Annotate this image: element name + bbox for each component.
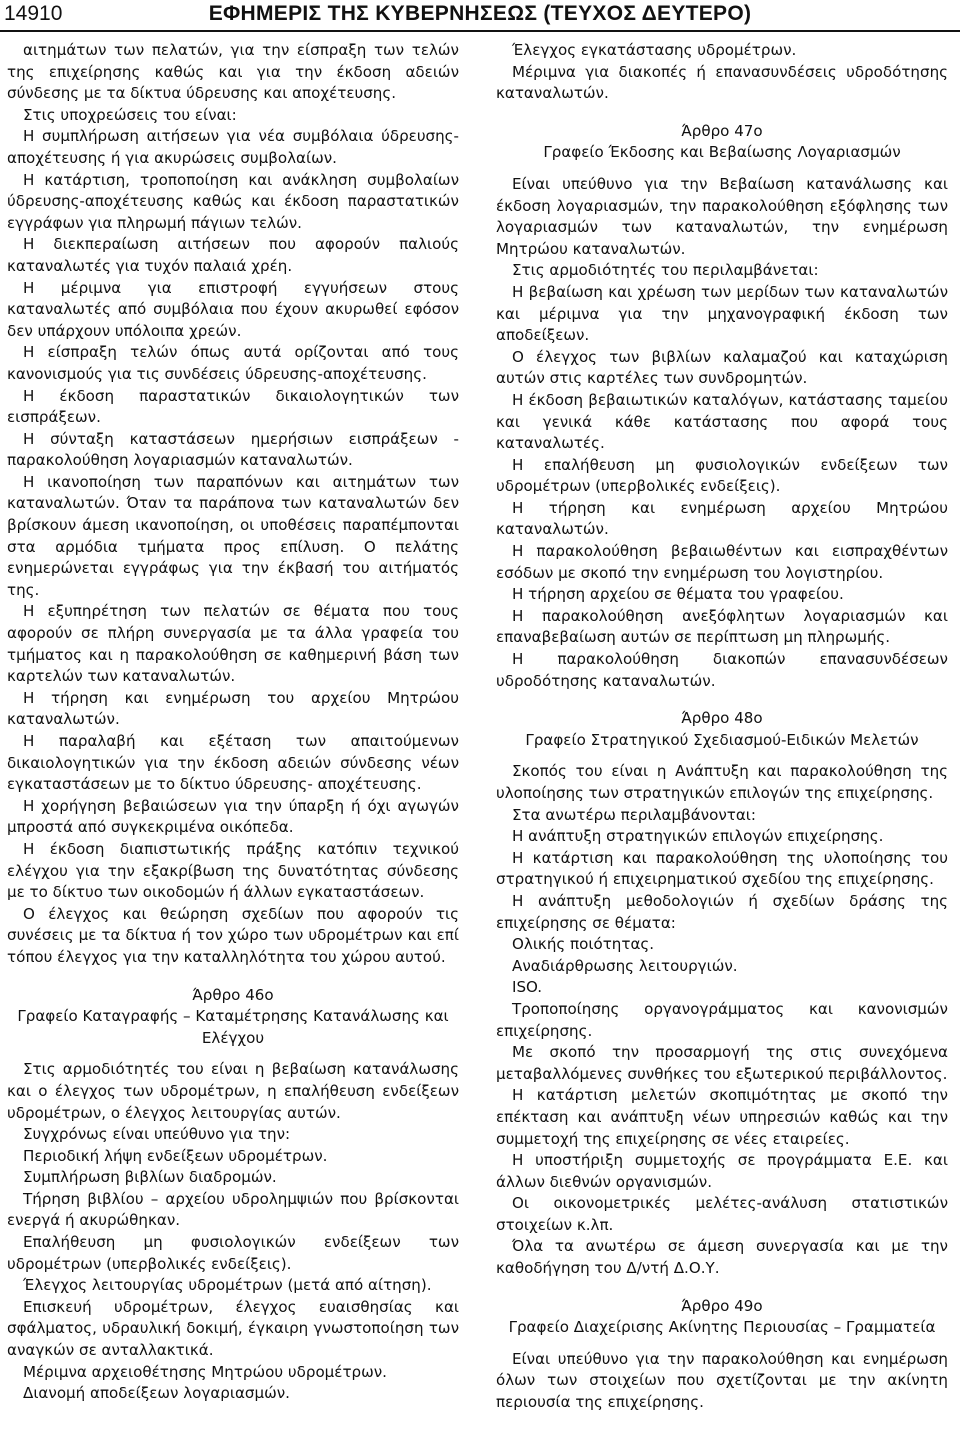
journal-title: ΕΦΗΜΕΡΙΣ ΤΗΣ ΚΥΒΕΡΝΗΣΕΩΣ (ΤΕΥΧΟΣ ΔΕΥΤΕΡΟ) <box>208 2 752 25</box>
header-rule <box>0 30 960 32</box>
paragraph: Η τήρηση αρχείου σε θέματα του γραφείου. <box>512 585 844 604</box>
article-subtitle: Γραφείο Διαχείρισης Ακίνητης Περιουσίας – Γραμματεία <box>508 1318 936 1337</box>
paragraph: Η βεβαίωση και χρέωση των μερίδων των καταναλωτών και μέριμνα για την μηχανογραφική έκδοση των αποδείξεων. <box>496 282 948 345</box>
paragraph: Η είσπραξη τελών όπως αυτά ορίζονται από τους κανονισμούς για τις συνδέσεις ύδρευσης-αποχέτευσης. <box>7 343 459 383</box>
paragraph: Όλα τα ανωτέρω σε άμεση συνεργασία και με την καθοδήγηση του Δ/ντή Δ.Ο.Υ. <box>496 1237 948 1278</box>
paragraph: Η κατάρτιση και παρακολούθηση της υλοποίησης του στρατηγικού ή επιχειρηματικού σχεδίου της επιχείρησης. <box>496 848 948 889</box>
paragraph: Συγχρόνως είναι υπεύθυνο για την: <box>23 1125 291 1144</box>
paragraph: Με σκοπό την προσαρμογή της στις συνεχόμενα μεταβαλλόμενες συνθήκες του εξωτερικού περιβάλλοντος. <box>496 1043 948 1083</box>
paragraph: Περιοδική λήψη ενδείξεων υδρομέτρων. <box>23 1146 328 1165</box>
paragraph: Η ικανοποίηση των παραπόνων και αιτημάτων των καταναλωτών. Όταν τα παράπονα των καταναλωτών δεν βρίσκουν άμεση ικανοποίηση, οι υποθέσεις παραπέμπονται στα αρμόδια τμήματα προς επίλυση. Ο πελάτης ενημερώνεται εγγράφως για την έκβασή του αιτήματός της. <box>7 472 459 599</box>
page-number: 14910 <box>4 2 63 25</box>
left-column <box>7 40 459 1405</box>
paragraph: Τήρηση βιβλίου – αρχείου υδρολημψιών που βρίσκονται ενεργά ή ακυρώθηκαν. <box>7 1189 459 1230</box>
paragraph: Σκοπός του είναι η Ανάπτυξη και παρακολούθηση της υλοποίησης των στρατηγικών επιλογών της επιχείρησης. <box>496 762 948 802</box>
paragraph: Η παραλαβή και εξέταση των απαιτούμενων δικαιολογητικών για την έκδοση αδειών σύνδεσης νέων εγκαταστάσεων με το δίκτυο ύδρευσης- αποχέτευσης. <box>7 732 459 794</box>
paragraph: Η τήρηση και ενημέρωση αρχείου Μητρώου καταναλωτών. <box>496 498 948 539</box>
paragraph: Έλεγχος εγκατάστασης υδρομέτρων. <box>512 41 797 59</box>
paragraph: Στα ανωτέρω περιλαμβάνονται: <box>512 805 756 824</box>
paragraph: Η επαλήθευση μη φυσιολογικών ενδείξεων των υδρομέτρων (υπερβολικές ενδείξεις). <box>496 455 948 496</box>
paragraph: Η παρακολούθηση βεβαιωθέντων και εισπραχθέντων εσόδων με σκοπό την ενημέρωση του λογιστηρίου. <box>496 542 948 582</box>
page-header <box>0 0 960 30</box>
article-subtitle: Γραφείο Καταγραφής – Καταμέτρησης Κατανάλωσης και Ελέγχου <box>17 1007 449 1047</box>
paragraph: Η έκδοση βεβαιωτικών καταλόγων, κατάστασης ταμείου και γενικά κάθε κατάστασης που αφορά τους καταναλωτές. <box>496 390 948 453</box>
paragraph: Η υποστήριξη συμμετοχής σε προγράμματα Ε.Ε. και άλλων διεθνών οργανισμών. <box>496 1151 948 1191</box>
paragraph: Η συμπλήρωση αιτήσεων για νέα συμβόλαια ύδρευσης-αποχέτευσης ή για ακυρώσεις συμβολαίων. <box>7 127 459 167</box>
paragraph: Συμπλήρωση βιβλίων διαδρομών. <box>23 1168 277 1187</box>
paragraph: Η τήρηση και ενημέρωση του αρχείου Μητρώου καταναλωτών. <box>7 688 459 729</box>
paragraph: Η χορήγηση βεβαιώσεων για την ύπαρξη ή όχι αγωγών μπροστά από συγκεκριμένα οικόπεδα. <box>7 796 459 837</box>
article-title: Άρθρο 46ο <box>192 985 274 1004</box>
paragraph: Η μέριμνα για επιστροφή εγγυήσεων στους καταναλωτές από συμβόλαια που έχουν ακυρωθεί εφόσον δεν υπάρχουν υπόλοιπα χρεών. <box>7 278 459 340</box>
paragraph: Μέριμνα αρχειοθέτησης Μητρώου υδρομέτρων. <box>23 1362 387 1381</box>
right-column <box>496 40 948 1414</box>
paragraph: Επαλήθευση μη φυσιολογικών ενδείξεων των υδρομέτρων (υπερβολικές ενδείξεις). <box>7 1233 459 1273</box>
paragraph: Στις αρμοδιότητές του περιλαμβάνεται: <box>512 261 819 280</box>
paragraph: Στις υποχρεώσεις του είναι: <box>23 105 237 124</box>
paragraph: Η σύνταξη καταστάσεων ημερήσιων εισπράξεων - παρακολούθηση λογαριασμών καταναλωτών. <box>7 429 459 470</box>
paragraph: Η διεκπεραίωση αιτήσεων που αφορούν παλιούς καταναλωτές για τυχόν παλαιά χρέη. <box>7 235 459 275</box>
paragraph: Οι οικονομετρικές μελέτες-ανάλυση στατιστικών στοιχείων κ.λπ. <box>496 1194 948 1234</box>
article-title: Άρθρο 49ο <box>681 1296 763 1315</box>
paragraph: Η εξυπηρέτηση των πελατών σε θέματα που τους αφορούν σε πλήρη συνεργασία με τα άλλα γραφεία του τμήματος και η παρακολούθηση σε καθημερινή βάση των καρτελών των καταναλωτών. <box>7 602 459 686</box>
paragraph: Επισκευή υδρομέτρων, έλεγχος ευαισθησίας και σφάλματος, υδραυλική δοκιμή, έγκαιρη γνωστοποίηση των αναγκών σε ανταλλακτικά. <box>7 1297 459 1360</box>
article-title: Άρθρο 48ο <box>681 709 763 728</box>
paragraph: Η παρακολούθηση διακοπών επανασυνδέσεων υδροδότησης καταναλωτών. <box>496 650 948 690</box>
paragraph: αιτημάτων των πελατών, για την είσπραξη των τελών της επιχείρησης καθώς και για την έκδοση αδειών σύνδεσης με τα δίκτυα ύδρευσης και αποχέτευσης. <box>7 41 459 103</box>
paragraph: ISO. <box>512 978 543 997</box>
article-subtitle: Γραφείο Στρατηγικού Σχεδιασμού-Ειδικών Μελετών <box>525 730 919 749</box>
paragraph: Η έκδοση διαπιστωτικής πράξης κατόπιν τεχνικού ελέγχου για την εξακρίβωση της δυνατότητας σύνδεσης με το δίκτυο των οικοδομών ή άλλων εγκαταστάσεων. <box>7 839 459 902</box>
paragraph: Η ανάπτυξη μεθοδολογιών ή σχεδίων δράσης της επιχείρησης σε θέματα: <box>496 891 948 932</box>
paragraph: Αναδιάρθρωσης λειτουργιών. <box>512 956 738 975</box>
paragraph: Ο έλεγχος των βιβλίων καλαμαζού και καταχώριση αυτών στις καρτέλες των συνδρομητών. <box>496 347 948 388</box>
paragraph: Στις αρμοδιότητές του είναι η βεβαίωση κατανάλωσης και ο έλεγχος των υδρομέτρων, η επαλήθευση ενδείξεων υδρομέτρων, ο έλεγχος λειτουργίας αυτών. <box>7 1060 459 1122</box>
paragraph: Διανομή αποδείξεων λογαριασμών. <box>23 1384 290 1403</box>
paragraph: Είναι υπεύθυνο για την παρακολούθηση και ενημέρωση όλων των στοιχείων που σχετίζονται με την ακίνητη περιουσία της επιχείρησης. <box>496 1349 948 1412</box>
paragraph: Η ανάπτυξη στρατηγικών επιλογών επιχείρησης. <box>512 827 884 846</box>
article-title: Άρθρο 47ο <box>681 121 763 140</box>
paragraph: Ολικής ποιότητας. <box>512 935 655 954</box>
paragraph: Η κατάρτιση, τροποποίηση και ανάκληση συμβολαίων ύδρευσης-αποχέτευσης καθώς και έκδοση παραστατικών εγγράφων για πληρωμή πάγιων τελών. <box>7 170 459 232</box>
paragraph: Τροποποίησης οργανογράμματος και κανονισμών επιχείρησης. <box>496 999 948 1040</box>
paragraph: Η κατάρτιση μελετών σκοπιμότητας με σκοπό την επέκταση και ανάπτυξη νέων υπηρεσιών καθώς και την συμμετοχή της επιχείρησης σε νέες εταιρείες. <box>496 1086 948 1148</box>
article-subtitle: Γραφείο Έκδοσης και Βεβαίωσης Λογαριασμών <box>543 143 901 162</box>
paragraph: Μέριμνα για διακοπές ή επανασυνδέσεις υδροδότησης καταναλωτών. <box>496 62 948 103</box>
paragraph: Έλεγχος λειτουργίας υδρομέτρων (μετά από αίτηση). <box>23 1276 432 1295</box>
paragraph: Η έκδοση παραστατικών δικαιολογητικών των εισπράξεων. <box>7 386 459 427</box>
paragraph: Είναι υπεύθυνο για την Βεβαίωση κατανάλωσης και έκδοση λογαριασμών, την παρακολούθηση εξόφλησης των λογαριασμών των καταναλωτών, την ενημέρωση Μητρώου καταναλωτών. <box>496 174 948 258</box>
paragraph: Ο έλεγχος και θεώρηση σχεδίων που αφορούν τις συνέσεις με τα δίκτυα ή τον χώρο των υδρομέτρων και επί τόπου έλεγχος για την καταλληλότητα του χώρου αυτού. <box>7 904 459 966</box>
paragraph: Η παρακολούθηση ανεξόφλητων λογαριασμών και επαναβεβαίωση αυτών σε περίπτωση μη πληρωμής. <box>496 606 948 647</box>
